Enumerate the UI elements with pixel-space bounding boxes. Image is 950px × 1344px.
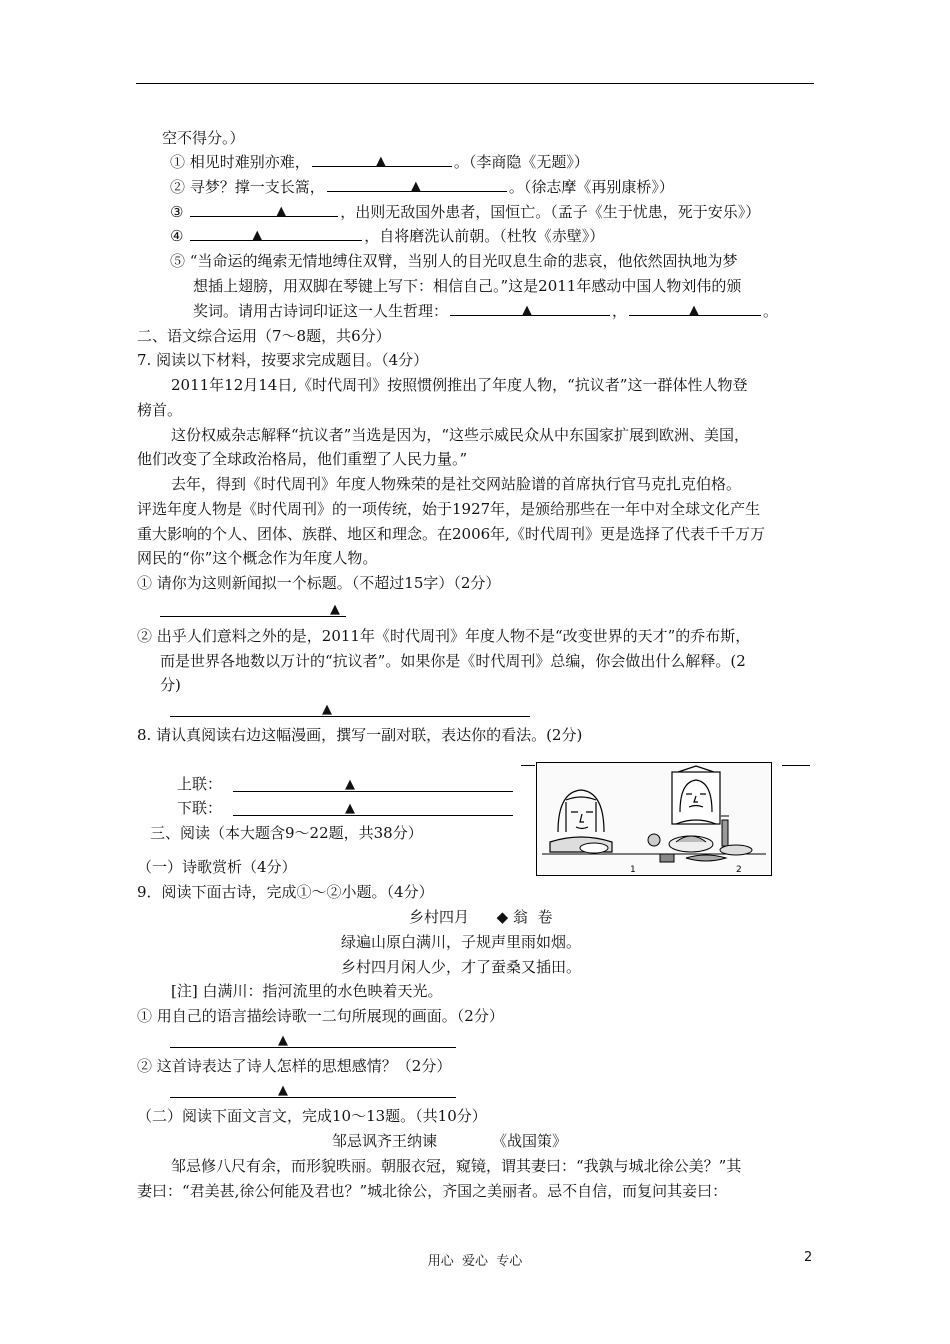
q7-sub2-line3: 分) [160, 676, 181, 694]
separator: ， [612, 302, 628, 320]
q7-sub2-line1 [137, 625, 750, 647]
q9-sub2 [137, 1055, 451, 1077]
item-number: ② [170, 178, 186, 196]
triangle-icon: ▲ [278, 1033, 288, 1048]
cartoon-label-2: 2 [736, 865, 742, 875]
couplet-upper-answer-line[interactable] [233, 791, 513, 792]
item-text: 用自己的语言描绘诗歌一二句所展现的画面。（2分） [156, 1007, 504, 1025]
triangle-icon: ▲ [252, 228, 263, 243]
triangle-icon: ▲ [410, 179, 421, 194]
item-text: 奖词。请用古诗词印证这一人生哲理： [193, 302, 449, 320]
triangle-icon: ▲ [345, 801, 355, 816]
essay-line-2: 妻曰：“君美甚,徐公何能及君也？”城北徐公，齐国之美丽者。忌不自信，而复问其妾曰： [137, 1182, 728, 1200]
triangle-icon: ▲ [278, 1083, 288, 1098]
item-number: ① [170, 153, 186, 171]
q6-item-4 [170, 225, 604, 247]
q7-para4-c: 网民的“你”这个概念作为年度人物。 [137, 549, 378, 567]
poem-author: 翁 卷 [512, 908, 553, 926]
q6-item-3 [170, 201, 760, 223]
q7-sub1 [137, 572, 500, 594]
q7-sub2-answer-line[interactable] [170, 716, 530, 717]
item-number: ③ [170, 203, 184, 221]
item-text: 相见时难别亦难， [189, 153, 310, 171]
portrait-figure [672, 766, 720, 824]
q7-para2-a: 这份权威杂志解释“抗议者”当选是因为，“这些示威民众从中东国家扩展到欧洲、美国， [171, 426, 750, 444]
q7-sub1-answer-line[interactable] [160, 616, 346, 617]
item-text: 出乎人们意料之外的是，2011年《时代周刊》年度人物不是“改变世界的天才”的乔布斯， [156, 627, 751, 645]
footer-text: 用心 爱心 专心 [427, 1254, 523, 1269]
item-number: ④ [170, 227, 184, 245]
poem-note: [注] 白满川：指河流里的水色映着天光。 [171, 982, 443, 1000]
poem-line-2: 乡村四月闲人少，才了蚕桑又插田。 [341, 958, 582, 976]
item-text: 请你为这则新闻拟一个标题。（不超过15字）（2分） [156, 574, 501, 592]
triangle-icon: ▲ [689, 303, 700, 318]
cartoon-right-rule [782, 765, 810, 766]
bowl [580, 843, 608, 853]
item-number: ① [137, 1007, 153, 1025]
q6-item-5-line2: 想插上翅膀，用双脚在琴键上写下：相信自己。”这是2011年感动中国人物刘伟的颁 [193, 277, 742, 295]
poem-line-1: 绿遍山原白满川，子规声里雨如烟。 [341, 933, 582, 951]
q7-heading: 7. 阅读以下材料，按要求完成题目。（4分） [137, 351, 429, 369]
q6-item-1 [170, 151, 589, 173]
q6-item-5-line1 [170, 250, 737, 272]
item-text: 寻梦？撑一支长篙， [189, 178, 325, 196]
q8-heading: 8. 请认真阅读右边这幅漫画，撰写一副对联，表达你的看法。(2分) [137, 726, 583, 744]
item-number: ⑤ [170, 252, 186, 270]
q7-para4-b: 重大影响的个人、团体、族群、地区和理念。在2006年,《时代周刊》更是选择了代表千千万万 [137, 525, 765, 543]
poem-title-line [409, 906, 552, 928]
q6-item-5-line3 [193, 300, 778, 322]
period: 。 [763, 302, 779, 320]
item-number: ② [137, 1057, 153, 1075]
section-3-heading: 三、阅读（本大题含9～22题，共38分） [150, 824, 423, 842]
q9-heading: 9．阅读下面古诗，完成①～②小题。（4分） [137, 883, 434, 901]
q9-sub1 [137, 1005, 504, 1027]
page-number: 2 [804, 1250, 813, 1265]
item-text: 这首诗表达了诗人怎样的思想感情？（2分） [156, 1057, 452, 1075]
q9-sub1-answer-line[interactable] [170, 1047, 456, 1048]
answer-blank[interactable] [450, 301, 610, 316]
cartoon-left-rule [521, 765, 535, 766]
essay-title: 邹忌讽齐王纳谏 [332, 1132, 438, 1150]
q7-para3: 去年，得到《时代周刊》年度人物殊荣的是社交网站脸谱的首席执行官马克扎克伯格。 [171, 475, 742, 493]
triangle-icon: ▲ [322, 702, 332, 717]
diamond-icon: ◆ [496, 908, 509, 926]
cartoon-frame [537, 763, 772, 876]
item-number: ② [137, 627, 153, 645]
item-source: ，自将磨洗认前朝。（杜牧《赤壁》） [364, 227, 605, 245]
q7-sub2-line2: 而是世界各地数以万计的“抗议者”。如果你是《时代周刊》总编，你会做出什么解释。(2 [160, 652, 746, 670]
item-number: ① [137, 574, 153, 592]
item-source: ，出则无敌国外患者，国恒亡。（孟子《生于忧患，死于安乐》） [340, 203, 761, 221]
poem-title: 乡村四月 [409, 908, 470, 926]
answer-blank[interactable] [327, 177, 507, 192]
q7-para1-b: 榜首。 [137, 401, 183, 419]
header-rule [136, 83, 814, 84]
subsection-2-heading: （二）阅读下面文言文，完成10～13题。（共10分） [137, 1107, 487, 1125]
subsection-1-heading: （一）诗歌赏析（4分） [137, 858, 297, 876]
triangle-icon: ▲ [375, 154, 386, 169]
answer-blank[interactable] [190, 202, 338, 217]
triangle-icon: ▲ [345, 777, 355, 792]
q9-sub2-answer-line[interactable] [170, 1097, 456, 1098]
triangle-icon: ▲ [276, 204, 287, 219]
item-source: 。（李商隐《无题》） [453, 153, 589, 171]
couplet-upper-label: 上联： [177, 775, 223, 793]
q7-para2-b: 他们改变了全球政治格局，他们重塑了人民力量。” [137, 450, 468, 468]
couplet-lower-answer-line[interactable] [233, 815, 513, 816]
essay-line-1: 邹忌修八尺有余，而形貌昳丽。朝服衣冠，窥镜，谓其妻曰：“我孰与城北徐公美？”其 [171, 1157, 742, 1175]
q7-para4-a: 评选年度人物是《时代周刊》的一项传统，始于1927年，是颁给那些在一年中对全球文化产生 [137, 500, 761, 518]
q6-item-2 [170, 176, 674, 198]
q6-continuation: 空不得分。） [162, 129, 245, 147]
answer-blank[interactable] [312, 152, 452, 167]
cartoon-image [536, 762, 772, 876]
couplet-lower-label: 下联： [177, 799, 223, 817]
answer-blank[interactable] [629, 301, 761, 316]
cartoon-label-1: 1 [630, 865, 636, 875]
item-source: 。（徐志摩《再别康桥》） [508, 178, 674, 196]
section-2-heading: 二、语文综合运用（7～8题，共6分） [137, 327, 391, 345]
answer-blank[interactable] [190, 226, 362, 241]
q7-para1-a: 2011年12月14日,《时代周刊》按照惯例推出了年度人物，“抗议者”这一群体性人物登 [171, 376, 748, 394]
essay-source: 《战国策》 [492, 1132, 568, 1150]
triangle-icon: ▲ [330, 602, 340, 617]
triangle-icon: ▲ [522, 303, 533, 318]
item-text: “当命运的绳索无情地缚住双臂，当别人的目光叹息生命的悲哀，他依然固执地为梦 [189, 252, 738, 270]
